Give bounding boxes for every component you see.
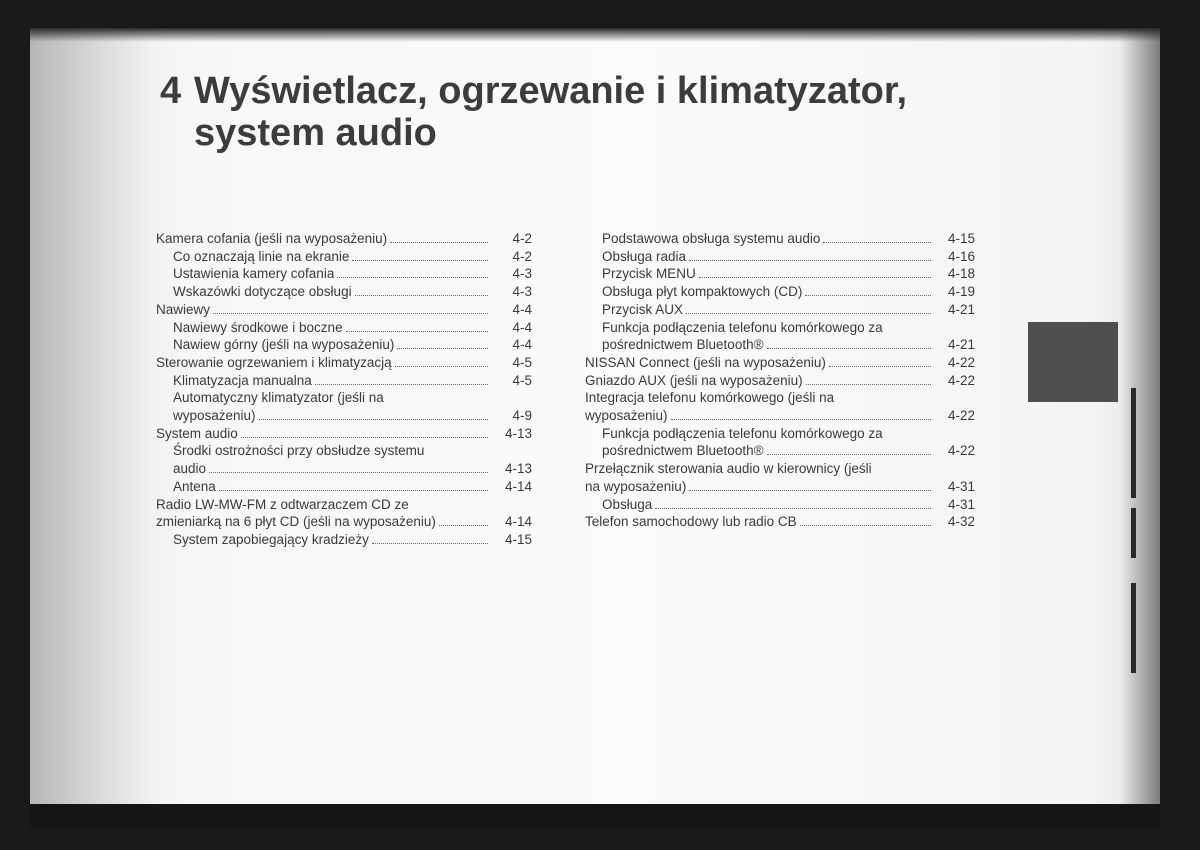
toc-entry-label: Nawiewy środkowe i boczne — [173, 319, 343, 335]
dot-leader — [823, 242, 931, 243]
dot-leader — [209, 472, 488, 473]
toc-entry-label: Ustawienia kamery cofania — [173, 266, 335, 282]
toc-page-number: 4-14 — [504, 514, 532, 530]
toc-entry[interactable] — [585, 513, 975, 531]
toc-entry[interactable] — [156, 336, 532, 354]
toc-entry-label: wyposażeniu) — [585, 408, 668, 424]
toc-entry-label: Co oznaczają linie na ekranie — [173, 248, 350, 264]
page-spine-shadow — [1120, 28, 1160, 828]
toc-entry-label: Funkcja podłączenia telefonu komórkowego za — [602, 425, 883, 441]
toc-entry[interactable] — [156, 265, 532, 283]
toc-entry-label: Klimatyzacja manualna — [173, 372, 312, 388]
dot-leader — [241, 437, 488, 438]
manual-page — [30, 28, 1160, 828]
toc-page-number: 4-4 — [512, 337, 532, 353]
toc-entry[interactable] — [156, 283, 532, 301]
toc-entry[interactable] — [585, 354, 975, 372]
toc-entry-label: Automatyczny klimatyzator (jeśli na — [173, 390, 384, 406]
toc-entry[interactable] — [156, 531, 532, 549]
toc-page-number: 4-22 — [947, 372, 975, 388]
toc-entry-label: Obsługa płyt kompaktowych (CD) — [602, 284, 803, 300]
toc-entry-label: Gniazdo AUX (jeśli na wyposażeniu) — [585, 372, 803, 388]
dot-leader — [689, 260, 931, 261]
toc-entry[interactable] — [156, 496, 532, 531]
toc-entry[interactable] — [585, 283, 975, 301]
dot-leader — [315, 384, 488, 385]
toc-entry[interactable] — [585, 319, 975, 354]
toc-page-number: 4-31 — [947, 478, 975, 494]
toc-entry[interactable] — [156, 372, 532, 390]
dot-leader — [805, 295, 931, 296]
dot-leader — [397, 348, 488, 349]
toc-entry[interactable] — [585, 248, 975, 266]
toc-page-number: 4-18 — [947, 266, 975, 282]
toc-left-column — [156, 230, 532, 549]
toc-entry-label: Przełącznik sterowania audio w kierownicy (jeśli — [585, 461, 872, 477]
edge-mark — [1131, 388, 1136, 498]
dot-leader — [219, 490, 488, 491]
dot-leader — [337, 277, 488, 278]
toc-page-number: 4-15 — [947, 231, 975, 246]
toc-entry-label: Podstawowa obsługa systemu audio — [602, 231, 821, 246]
dot-leader — [259, 419, 488, 420]
dot-leader — [390, 242, 488, 243]
toc-entry-label: na wyposażeniu) — [585, 478, 687, 494]
toc-page-number: 4-5 — [512, 354, 532, 370]
dot-leader — [395, 366, 488, 367]
toc-entry-label: pośrednictwem Bluetooth® — [602, 443, 764, 459]
chapter-tab-marker — [1028, 322, 1118, 402]
dot-leader — [355, 295, 488, 296]
toc-entry[interactable] — [156, 230, 532, 248]
toc-entry[interactable] — [156, 478, 532, 496]
toc-entry[interactable] — [585, 230, 975, 248]
toc-entry-label: Wskazówki dotyczące obsługi — [173, 284, 352, 300]
toc-entry-label: Obsługa radia — [602, 248, 687, 264]
bottom-edge — [30, 804, 1160, 828]
toc-entry[interactable] — [156, 389, 532, 424]
dot-leader — [372, 543, 488, 544]
toc-page-number: 4-15 — [504, 531, 532, 547]
dot-leader — [655, 508, 931, 509]
dot-leader — [806, 384, 931, 385]
toc-page-number: 4-13 — [504, 425, 532, 441]
toc-page-number: 4-22 — [947, 354, 975, 370]
toc-page-number: 4-4 — [512, 301, 532, 317]
toc-entry[interactable] — [585, 389, 975, 424]
toc-entry[interactable] — [156, 319, 532, 337]
toc-entry-label: Obsługa — [602, 496, 653, 512]
toc-entry-label: Radio LW-MW-FM z odtwarzaczem CD ze — [156, 496, 409, 512]
dot-leader — [767, 454, 931, 455]
dot-leader — [829, 366, 931, 367]
toc-entry[interactable] — [585, 496, 975, 514]
toc-page-number: 4-19 — [947, 284, 975, 300]
toc-entry-label: audio — [173, 461, 207, 477]
toc-entry-label: pośrednictwem Bluetooth® — [602, 337, 764, 353]
dot-leader — [699, 277, 931, 278]
dot-leader — [689, 490, 931, 491]
toc-page-number: 4-3 — [512, 266, 532, 282]
toc-page-number: 4-21 — [947, 337, 975, 353]
chapter-title — [160, 70, 907, 154]
toc-entry-label: Przycisk MENU — [602, 266, 696, 282]
toc-page-number: 4-32 — [947, 514, 975, 530]
toc-entry-label: System zapobiegający kradzieży — [173, 531, 369, 547]
toc-page-number: 4-22 — [947, 408, 975, 424]
toc-entry[interactable] — [585, 425, 975, 460]
toc-entry-label: NISSAN Connect (jeśli na wyposażeniu) — [585, 354, 826, 370]
toc-entry[interactable] — [156, 425, 532, 443]
page-shadow — [30, 28, 150, 828]
toc-entry[interactable] — [585, 372, 975, 390]
toc-page-number: 4-2 — [512, 231, 532, 246]
toc-entry[interactable] — [156, 354, 532, 372]
toc-entry-label: Funkcja podłączenia telefonu komórkowego za — [602, 319, 883, 335]
toc-right-column — [585, 230, 975, 531]
edge-mark — [1131, 508, 1136, 558]
toc-entry[interactable] — [585, 301, 975, 319]
toc-entry[interactable] — [156, 301, 532, 319]
toc-entry-label: Nawiewy — [156, 301, 211, 317]
toc-page-number: 4-14 — [504, 478, 532, 494]
toc-page-number: 4-22 — [947, 443, 975, 459]
toc-page-number: 4-5 — [512, 372, 532, 388]
dot-leader — [346, 331, 488, 332]
toc-entry-label: Sterowanie ogrzewaniem i klimatyzacją — [156, 354, 392, 370]
toc-page-number: 4-2 — [512, 248, 532, 264]
toc-page-number: 4-13 — [504, 461, 532, 477]
dot-leader — [800, 525, 931, 526]
toc-entry-label: Środki ostrożności przy obsłudze systemu — [173, 443, 425, 459]
chapter-title-line1: Wyświetlacz, ogrzewanie i klimatyzator, — [194, 70, 908, 112]
toc-page-number: 4-3 — [512, 284, 532, 300]
toc-entry-label: wyposażeniu) — [173, 408, 256, 424]
toc-entry-label: Antena — [173, 478, 216, 494]
toc-entry-label: Przycisk AUX — [602, 301, 684, 317]
toc-page-number: 4-16 — [947, 248, 975, 264]
toc-page-number: 4-9 — [512, 408, 532, 424]
dot-leader — [352, 260, 488, 261]
top-edge — [30, 28, 1160, 42]
edge-mark — [1131, 583, 1136, 673]
toc-entry[interactable] — [585, 265, 975, 283]
dot-leader — [213, 313, 488, 314]
toc-page-number: 4-4 — [512, 319, 532, 335]
chapter-title-line2: system audio — [194, 112, 437, 154]
toc-entry-label: Telefon samochodowy lub radio CB — [585, 514, 797, 530]
toc-entry-label: zmieniarką na 6 płyt CD (jeśli na wyposażeniu) — [156, 514, 436, 530]
toc-entry-label: Kamera cofania (jeśli na wyposażeniu) — [156, 231, 388, 246]
toc-page-number: 4-31 — [947, 496, 975, 512]
toc-entry-label: Nawiew górny (jeśli na wyposażeniu) — [173, 337, 395, 353]
dot-leader — [671, 419, 931, 420]
toc-entry[interactable] — [156, 442, 532, 477]
dot-leader — [439, 525, 488, 526]
toc-entry[interactable] — [156, 248, 532, 266]
toc-entry-label: Integracja telefonu komórkowego (jeśli na — [585, 390, 835, 406]
toc-page-number: 4-21 — [947, 301, 975, 317]
toc-entry[interactable] — [585, 460, 975, 495]
dot-leader — [767, 348, 931, 349]
chapter-number: 4 — [160, 70, 182, 112]
dot-leader — [686, 313, 931, 314]
toc-entry-label: System audio — [156, 425, 238, 441]
